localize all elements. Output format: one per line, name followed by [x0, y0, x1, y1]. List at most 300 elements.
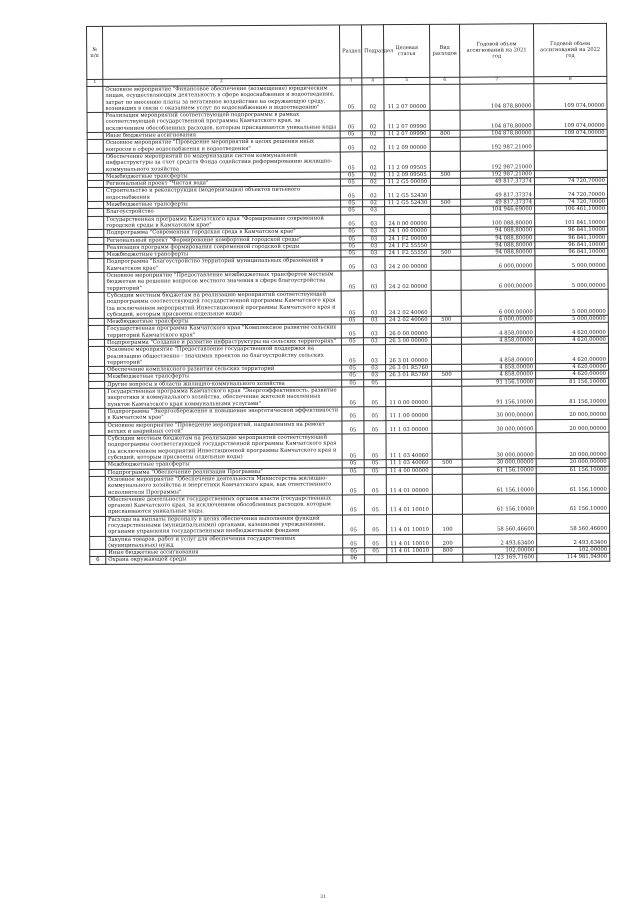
table-row [87, 83, 607, 112]
row-section-cell: 05 [341, 235, 363, 242]
row-y2021-cell: 4 858,00000 [462, 371, 536, 379]
row-expense-cell [432, 494, 462, 514]
row-article-cell [387, 555, 433, 563]
row-y2021-cell: 91 156,10000 [462, 386, 536, 406]
row-subsection-cell: 02 [362, 172, 384, 179]
row-article-cell: 11 2 07 09990 [384, 130, 430, 138]
row-subsection-cell: 05 [364, 467, 386, 474]
budget-table-wrapper [86, 23, 611, 888]
row-num-cell [87, 173, 103, 180]
row-article-cell: 11 2 09 00000 [384, 138, 430, 152]
row-subsection-cell: 02 [362, 85, 384, 111]
row-expense-cell [431, 344, 461, 364]
row-num-cell [87, 153, 103, 173]
row-section-cell: 05 [340, 111, 362, 131]
row-name-cell: Основное мероприятие "Финансовое обеспечение (возмещение) юридическим лицам, осуществляющим деятельность в сфере водоснабжения и водоотведения, затрат по внесению платы за негативное воздействие на окружающую среду, возникших в связи с оказанием услуг по водоснабжению и водоотведению" [103, 85, 340, 113]
row-y2022-cell: 5 000,00000 [535, 256, 608, 270]
row-article-cell: 11 2 09 09505 [384, 151, 430, 171]
row-num-cell [87, 188, 103, 202]
row-subsection-cell: 05 [364, 420, 386, 434]
row-subsection-cell: 03 [364, 365, 386, 372]
row-num-cell [89, 476, 105, 496]
row-expense-cell [431, 214, 461, 228]
row-y2022-cell: 5 000,00000 [535, 315, 608, 323]
row-expense-cell: 100 [432, 514, 462, 534]
row-name-cell: Подпрограмма "Создание и развитие инфраструктуры на сельских территориях" [104, 338, 341, 347]
row-y2022-cell: 4 620,00000 [536, 363, 609, 371]
row-name-cell: Иные бюджетные ассигнования [103, 131, 340, 140]
row-subsection-cell: 03 [363, 243, 385, 250]
row-article-cell: 24 1 00 00000 [385, 228, 431, 236]
row-num-cell [88, 252, 104, 259]
row-section-cell: 05 [341, 338, 363, 345]
row-expense-cell: 500 [432, 460, 462, 467]
row-num-cell [87, 113, 103, 133]
row-section-cell: 05 [342, 475, 364, 495]
row-article-cell: 24 1 F2 55550 [385, 250, 431, 258]
row-name-cell: Реализация мероприятий соответствующей подпрограммы в рамках соответствующей государственной программы Камчатского края, за исключением обособленных расходов, которым присваиваются уникальные коды [103, 111, 340, 132]
budget-table [86, 23, 610, 565]
row-num-cell [89, 462, 105, 469]
row-num-cell [89, 381, 105, 388]
table-header-row [87, 23, 607, 79]
row-section-cell: 05 [341, 207, 363, 214]
row-y2021-cell: 192 987,21000 [460, 137, 534, 151]
row-subsection-cell: 03 [363, 228, 385, 235]
row-name-cell: Подпрограмма "Энергосбережение и повышение энергетической эффективности в Камчатском крае" [105, 407, 342, 422]
row-y2022-cell: 114 981,94900 [537, 554, 610, 562]
table-row [88, 289, 608, 318]
row-section-cell: 05 [341, 345, 363, 365]
row-y2021-cell: 91 156,10000 [462, 379, 536, 387]
header-num: № п/п [87, 26, 103, 79]
row-y2022-cell [534, 137, 607, 151]
row-subsection-cell: 05 [365, 534, 387, 548]
row-name-cell: Обеспечение комплексного развития сельских территорий [105, 365, 342, 374]
header-y2021: Годовой объем ассигнований на 2021 год [459, 24, 533, 77]
row-num-cell [89, 469, 105, 476]
row-subsection-cell: 02 [362, 131, 384, 138]
row-y2022-cell: 109 074,00000 [534, 129, 607, 137]
table-row [87, 110, 607, 133]
row-name-cell: Основное мероприятие "Проведение мероприятий в целях решения иных вопросов в сфере водоснабжения и водоотведения" [103, 138, 340, 153]
header-subsection: Подраздел [361, 25, 383, 78]
row-y2022-cell: 2 493,63400 [537, 533, 610, 547]
row-expense-cell [430, 151, 460, 171]
row-y2021-cell: 61 156,10000 [462, 494, 536, 514]
row-num-cell [89, 436, 105, 462]
row-expense-cell [433, 555, 463, 562]
row-y2022-cell: 61 156,10000 [536, 473, 609, 493]
row-article-cell: 11 4 01 10010 [387, 548, 433, 556]
row-name-cell: Государственная программа Камчатского края "Энергоэффективность, развитие энергетики и коммунального хозяйства, обеспечение жителей населенных пунктов Камчатского края коммунальными услугами" [105, 387, 342, 408]
row-section-cell: 05 [341, 228, 363, 235]
row-section-cell: 05 [341, 250, 363, 257]
row-y2021-cell: 49 817,37374 [461, 199, 535, 207]
row-y2021-cell: 104 878,80000 [460, 84, 534, 111]
row-section-cell: 05 [342, 387, 364, 407]
row-expense-cell: 200 [433, 534, 463, 548]
row-expense-cell [430, 84, 460, 110]
row-num-cell [87, 132, 103, 139]
row-y2021-cell: 100 088,80000 [461, 213, 535, 227]
row-y2022-cell: 4 620,00000 [535, 344, 608, 364]
row-section-cell: 05 [342, 467, 364, 474]
row-y2021-cell: 30 000,00000 [462, 419, 536, 433]
row-name-cell: Региональный проект "Формирование комфортной городской среды" [104, 235, 341, 244]
row-num-cell [88, 339, 104, 346]
row-expense-cell [432, 406, 462, 420]
row-num-cell [89, 496, 105, 516]
index-cell: 3 [340, 78, 362, 85]
row-num-cell [88, 292, 104, 318]
row-num-cell [88, 201, 104, 208]
row-subsection-cell: 05 [365, 548, 387, 555]
row-article-cell: 11 4 00 00000 [386, 467, 432, 475]
row-num-cell [89, 388, 105, 408]
row-expense-cell [430, 138, 460, 152]
row-name-cell: Межбюджетные трансферты [104, 317, 341, 326]
row-y2022-cell [534, 150, 607, 170]
row-section-cell: 05 [342, 380, 364, 387]
index-cell: 1 [87, 79, 103, 86]
row-expense-cell [432, 433, 462, 459]
row-subsection-cell: 02 [362, 111, 384, 131]
row-section-cell: 05 [340, 186, 362, 200]
page-number: 31 [320, 894, 327, 900]
row-y2022-cell: 20 000,00000 [536, 432, 609, 459]
row-subsection-cell: 02 [362, 186, 384, 200]
row-subsection-cell: 02 [363, 200, 385, 207]
row-subsection-cell: 05 [364, 434, 386, 460]
row-y2022-cell: 106 461,10000 [535, 206, 608, 214]
row-article-cell: 24 2 02 00000 [385, 270, 431, 290]
row-y2022-cell: 4 620,00000 [535, 336, 608, 344]
row-y2022-cell: 61 156,10000 [536, 466, 609, 474]
row-name-cell: Обеспечение деятельности государственных органов власти (государственных органов) Камчатского края, за исключением обособленных расходов, которым присваиваются уникальные коды. [105, 495, 342, 516]
row-subsection-cell: 03 [363, 338, 385, 345]
row-num-cell [87, 181, 103, 188]
row-num-cell [89, 516, 105, 536]
row-expense-cell [430, 186, 460, 200]
row-y2021-cell: 94 088,80000 [461, 249, 535, 257]
row-article-cell: 11 1 03 40060 [386, 434, 432, 460]
row-num-cell [87, 86, 103, 112]
row-subsection-cell: 03 [363, 317, 385, 324]
row-section-cell: 05 [341, 291, 363, 317]
row-section-cell: 05 [340, 152, 362, 172]
row-num-cell [88, 318, 104, 325]
row-y2022-cell: 101 841,10000 [535, 213, 608, 227]
row-subsection-cell: 05 [364, 514, 386, 534]
row-name-cell: Подпрограмма "Обеспечение реализации Программы" [105, 468, 342, 477]
row-article-cell: 11 1 00 00000 [386, 406, 432, 420]
row-article-cell: 26 3 00 00000 [385, 337, 431, 345]
row-expense-cell: 800 [433, 547, 463, 554]
row-num-cell [88, 237, 104, 244]
row-article-cell: 11 2 07 00000 [384, 84, 430, 110]
row-y2021-cell: 30 000,00000 [462, 406, 536, 420]
row-name-cell: Субсидии местным бюджетам на реализацию мероприятий соответствующей подпрограммы соответствующей государственной программы Камчатского края (за исключением мероприятий Инвестиционной программы Камчатского края и субсидий, которым присвоены отдельные коды) [105, 434, 342, 462]
row-name-cell: Государственная программа Камчатского края "Формирование современной городской среды в Камчатском крае" [104, 215, 341, 230]
index-cell: 7 [460, 77, 534, 84]
row-subsection-cell: 02 [362, 179, 384, 186]
row-section-cell: 05 [341, 271, 363, 291]
row-article-cell: 11 0 00 00000 [386, 386, 432, 406]
row-section-cell: 05 [341, 214, 363, 228]
row-y2021-cell: 94 088,80000 [461, 234, 535, 242]
row-article-cell: 24 1 F2 55550 [385, 242, 431, 250]
row-name-cell: Подпрограмма "Благоустройство территорий муниципальных образований в Камчатском крае" [104, 257, 341, 272]
row-expense-cell [431, 270, 461, 290]
row-num-cell [89, 408, 105, 422]
row-num-cell [87, 140, 103, 154]
row-article-cell: 11 2 G5 52430 [384, 186, 430, 200]
row-section-cell: 05 [341, 324, 363, 338]
row-y2022-cell: 20 000,00000 [536, 405, 609, 419]
row-expense-cell [431, 257, 461, 271]
row-name-cell: Региональный проект "Чистая вода" [103, 179, 340, 188]
table-row [89, 432, 609, 461]
row-subsection-cell: 03 [363, 271, 385, 291]
row-num-cell [88, 209, 104, 216]
row-y2021-cell: 6 000,00000 [461, 256, 535, 270]
row-article-cell: 24 0 00 00000 [385, 214, 431, 228]
row-y2021-cell: 192 987,21000 [460, 151, 534, 171]
row-article-cell: 11 4 01 10010 [386, 514, 432, 534]
row-y2021-cell: 58 560,46600 [462, 513, 536, 533]
row-section-cell: 05 [341, 317, 363, 324]
row-y2021-cell: 49 817,37374 [460, 178, 534, 186]
row-y2022-cell: 102,00000 [537, 546, 610, 554]
row-y2021-cell: 104 878,80000 [460, 130, 534, 138]
row-y2022-cell: 109 074,00000 [534, 83, 607, 110]
header-article: Целевая статья [383, 24, 429, 77]
table-row [89, 493, 609, 516]
row-num-cell [89, 374, 105, 381]
header-expense: Вид расходов [429, 24, 459, 77]
row-num-cell [88, 326, 104, 340]
row-section-cell: 05 [342, 420, 364, 434]
row-y2022-cell: 4 620,00000 [536, 371, 609, 379]
row-y2022-cell: 96 841,10000 [535, 248, 608, 256]
row-subsection-cell: 03 [363, 250, 385, 257]
row-name-cell: Межбюджетные трансферты [104, 250, 341, 259]
row-y2022-cell: 5 000,00000 [535, 269, 608, 289]
row-y2022-cell: 20 000,00000 [536, 419, 609, 433]
row-article-cell: 26 3 01 R5760 [386, 365, 432, 373]
row-expense-cell [431, 324, 461, 338]
index-cell: 4 [362, 78, 384, 85]
row-article-cell: 11 4 01 00000 [386, 474, 432, 494]
row-article-cell: 11 1 03 00000 [386, 420, 432, 434]
row-section-cell: 05 [341, 257, 363, 271]
row-expense-cell: 800 [430, 130, 460, 137]
row-y2022-cell: 61 156,10000 [536, 493, 609, 513]
row-y2021-cell: 49 817,37374 [460, 185, 534, 199]
row-expense-cell [432, 386, 462, 406]
row-name-cell: Охрана окружающей среды [106, 555, 343, 564]
row-y2021-cell: 102,00000 [463, 547, 537, 555]
row-y2022-cell: 109 074,00000 [534, 110, 607, 130]
row-num-cell [90, 550, 106, 557]
row-article-cell: 24 2 02 40060 [385, 316, 431, 324]
row-expense-cell: 500 [430, 171, 460, 178]
row-section-cell: 05 [340, 138, 362, 152]
row-y2022-cell: 74 720,70000 [535, 198, 608, 206]
row-name-cell: Межбюджетные трансферты [105, 460, 342, 469]
row-subsection-cell: 05 [364, 407, 386, 421]
row-subsection-cell: 03 [363, 207, 385, 214]
row-expense-cell: 500 [431, 249, 461, 256]
row-article-cell: 11 2 G5 00000 [384, 179, 430, 187]
index-cell: 6 [430, 77, 460, 84]
header-name [103, 25, 340, 79]
row-article-cell: 11 2 07 09990 [384, 111, 430, 131]
row-y2021-cell: 6 000,00000 [461, 270, 535, 290]
row-y2022-cell: 81 156,10000 [536, 385, 609, 405]
row-y2021-cell: 61 156,10000 [462, 466, 536, 474]
row-name-cell: Основное мероприятие "Предоставление межбюджетных трансфертов местным бюджетам на решение вопросов местного значения в сфере благоустройства территорий" [104, 271, 341, 292]
row-name-cell: Иные бюджетные ассигнования [106, 548, 343, 557]
row-y2021-cell: 104 878,80000 [460, 110, 534, 130]
row-y2021-cell: 94 088,80000 [461, 242, 535, 250]
row-expense-cell [430, 110, 460, 130]
row-y2021-cell: 4 858,00000 [462, 364, 536, 372]
index-cell: 2 [103, 78, 340, 86]
row-expense-cell [432, 474, 462, 494]
row-subsection-cell: 03 [364, 372, 386, 379]
row-section-cell: 05 [342, 372, 364, 379]
row-expense-cell: 500 [431, 199, 461, 206]
row-y2022-cell: 96 841,10000 [535, 234, 608, 242]
row-expense-cell: 500 [431, 316, 461, 323]
row-article-cell: 11 2 09 09505 [384, 171, 430, 179]
row-article-cell: 24 2 00 00000 [385, 257, 431, 271]
row-num-cell [90, 536, 106, 550]
row-section-cell: 05 [342, 515, 364, 535]
row-name-cell: Реализация программ формирования современной городской среды [104, 243, 341, 252]
row-name-cell: Основное мероприятие "Обеспечение деятельности Министерства жилищно-коммунального хозяйства и энергетики Камчатского края, как ответственного исполнителя Программы" [105, 475, 342, 496]
row-subsection-cell: 03 [363, 291, 385, 317]
row-num-cell: 6 [90, 557, 106, 564]
row-expense-cell [432, 420, 462, 434]
row-y2022-cell: 96 841,10000 [535, 227, 608, 235]
row-section-cell: 05 [340, 179, 362, 186]
row-num-cell [88, 347, 104, 367]
row-article-cell: 11 1 03 40060 [386, 460, 432, 468]
row-subsection-cell: 05 [364, 387, 386, 407]
row-article-cell: 24 1 F2 00000 [385, 235, 431, 243]
row-name-cell: Подпрограмма "Современная городская среда в Камчатском крае" [104, 228, 341, 237]
header-section: Раздел [339, 25, 361, 78]
row-section-cell: 05 [343, 534, 365, 548]
row-name-cell: Закупка товаров, работ и услуг для обеспечения государственных (муниципальных) нужд [106, 535, 343, 550]
row-y2021-cell: 192 987,21000 [460, 171, 534, 179]
row-name-cell: Межбюджетные трансферты [104, 200, 341, 209]
row-subsection-cell: 03 [363, 257, 385, 271]
table-row [89, 473, 609, 496]
row-section-cell: 05 [342, 407, 364, 421]
row-y2021-cell: 30 000,00000 [462, 433, 536, 460]
index-cell: 8 [534, 76, 607, 83]
row-section-cell: 05 [342, 460, 364, 467]
table-row [89, 385, 609, 408]
row-y2021-cell: 4 858,00000 [461, 344, 535, 364]
row-expense-cell: 500 [432, 372, 462, 379]
row-section-cell: 06 [343, 555, 365, 562]
row-subsection-cell: 05 [364, 475, 386, 495]
row-y2022-cell: 74 720,70000 [534, 185, 607, 199]
row-subsection-cell [365, 555, 387, 562]
row-y2021-cell: 94 088,80000 [461, 227, 535, 235]
row-y2022-cell: 5 000,00000 [535, 289, 608, 316]
row-y2021-cell: 61 156,10000 [462, 474, 536, 494]
row-subsection-cell: 02 [362, 138, 384, 152]
row-y2022-cell: 58 560,46600 [536, 513, 609, 533]
row-name-cell: Благоустройство [104, 207, 341, 216]
row-y2021-cell: 30 000,00000 [462, 459, 536, 467]
row-section-cell: 05 [340, 85, 362, 111]
row-y2021-cell: 4 858,00000 [461, 323, 535, 337]
row-num-cell [89, 367, 105, 374]
row-article-cell: 26 3 01 R5760 [386, 372, 432, 380]
index-cell: 5 [384, 77, 430, 84]
row-section-cell: 05 [342, 434, 364, 460]
table-body [87, 83, 610, 564]
row-name-cell: Основное мероприятие "Проведение мероприятий, направленных на ремонт ветхих и аварийных сетей" [105, 420, 342, 435]
row-section-cell: 05 [340, 172, 362, 179]
row-section-cell: 05 [342, 365, 364, 372]
row-article-cell: 24 2 02 40060 [385, 290, 431, 316]
row-name-cell: Государственная программа Камчатского края "Комплексное развитие сельских территорий Камчатского края" [104, 324, 341, 339]
row-article-cell: 11 4 01 10010 [386, 494, 432, 514]
row-name-cell: Основное мероприятие "Предоставление государственной поддержки на реализацию общественно - значимых проектов по благоустройству сельских территорий" [104, 345, 341, 366]
row-section-cell: 05 [342, 495, 364, 515]
row-article-cell: 26 3 01 00000 [385, 345, 431, 365]
row-y2022-cell: 74 720,70000 [534, 177, 607, 185]
row-y2021-cell: 104 946,69000 [461, 206, 535, 214]
table-row [87, 150, 607, 173]
table-row [89, 513, 609, 536]
row-section-cell: 05 [343, 548, 365, 555]
row-expense-cell [431, 290, 461, 316]
row-subsection-cell: 03 [363, 235, 385, 242]
row-y2021-cell: 6 000,00000 [461, 290, 535, 317]
row-num-cell [88, 272, 104, 292]
row-y2021-cell: 123 169,71600 [463, 554, 537, 562]
row-section-cell: 05 [340, 131, 362, 138]
row-y2022-cell: 4 620,00000 [535, 323, 608, 337]
row-article-cell: 11 4 01 10010 [387, 534, 433, 548]
row-article-cell: 11 2 G5 52430 [385, 199, 431, 207]
row-num-cell [88, 244, 104, 251]
row-y2022-cell: 81 156,10000 [536, 378, 609, 386]
row-name-cell: Межбюджетные трансферты [105, 372, 342, 381]
row-num-cell [88, 216, 104, 230]
row-y2022-cell: 96 841,10000 [535, 241, 608, 249]
row-subsection-cell: 03 [363, 345, 385, 365]
row-y2022-cell: 20 000,00000 [536, 459, 609, 467]
row-name-cell: Расходы на выплаты персоналу в целях обеспечения выполнения функций государственными (муниципальными) органами, казенными учреждениями, органами управления государственными внебюджетными фондами [105, 515, 342, 536]
row-y2021-cell: 6 000,00000 [461, 316, 535, 324]
row-num-cell [89, 422, 105, 436]
row-y2021-cell: 4 858,00000 [461, 337, 535, 345]
row-name-cell: Субсидии местным бюджетам на реализацию мероприятий соответствующей подпрограммы соответствующей государственной программы Камчатского края (за исключением мероприятий Инвестиционной программы Камчатского края и субсидий, которым присвоены отдельные коды) [104, 291, 341, 319]
row-section-cell: 05 [341, 243, 363, 250]
row-num-cell [88, 259, 104, 273]
row-name-cell: Межбюджетные трансферты [103, 172, 340, 181]
